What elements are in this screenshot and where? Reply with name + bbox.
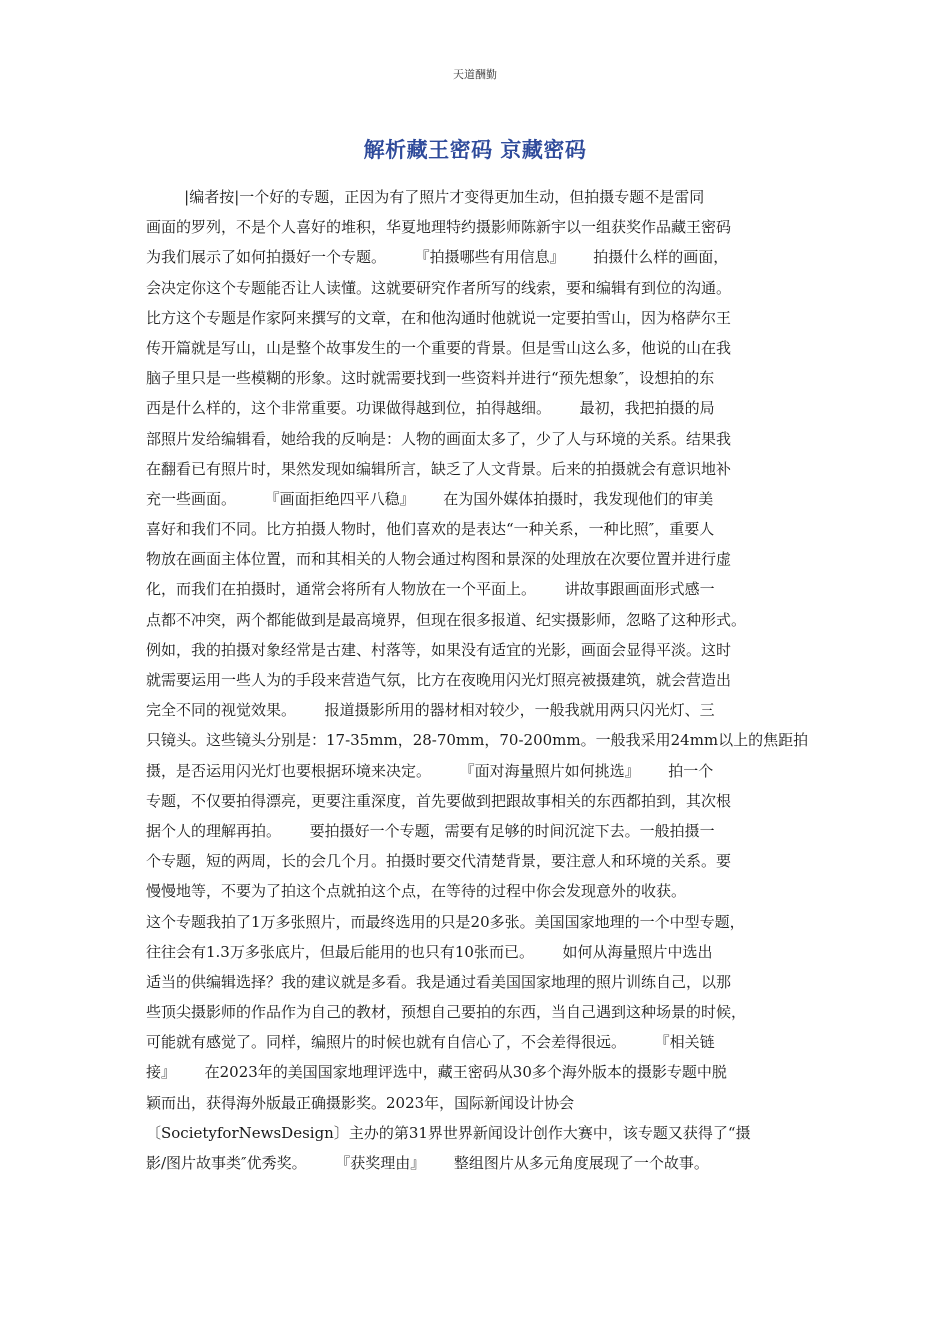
text-line: 部照片发给编辑看，她给我的反响是：人物的画面太多了，少了人与环境的关系。结果我 <box>146 429 732 448</box>
text-line: 在翻看已有照片时，果然发现如编辑所言，缺乏了人文背景。后来的拍摄就会有意识地补 <box>146 459 732 478</box>
text-line: 颖而出，获得海外版最正确摄影奖。2023年，国际新闻设计协会 <box>146 1093 575 1112</box>
text-line: 为我们展示了如何拍摄好一个专题。 『拍摄哪些有用信息』 拍摄什么样的画面， <box>146 248 729 267</box>
text-line: 脑子里只是一些模糊的形象。这时就需要找到一些资料并进行“预先想象″，设想拍的东 <box>146 369 715 388</box>
text-line: 些顶尖摄影师的作品作为自己的教材，预想自己要拍的东西，当自己遇到这种场景的时候， <box>146 1003 747 1022</box>
text-line: 画面的罗列，不是个人喜好的堆积，华夏地理特约摄影师陈新宇以一组获奖作品藏王密码 <box>146 218 732 237</box>
text-line: 〔SocietyforNewsDesign〕主办的第31界世界新闻设计创作大赛中，该专题又获得了“摄 <box>146 1123 751 1142</box>
text-line: 接』 在2023年的美国国家地理评选中，藏王密码从30多个海外版本的摄影专题中脱 <box>146 1063 727 1082</box>
text-line: |编者按|一个好的专题，正因为有了照片才变得更加生动，但拍摄专题不是雷同 <box>146 188 705 206</box>
text-line: 喜好和我们不同。比方拍摄人物时，他们喜欢的是表达“一种关系，一种比照″，重要人 <box>146 520 715 539</box>
text-line: 就需要运用一些人为的手段来营造气氛，比方在夜晚用闪光灯照亮被摄建筑，就会营造出 <box>146 671 732 689</box>
text-line: 完全不同的视觉效果。 报道摄影所用的器材相对较少，一般我就用两只闪光灯、三 <box>146 701 715 720</box>
text-line: 比方这个专题是作家阿来撰写的文章，在和他沟通时他就说一定要拍雪山，因为格萨尔王 <box>146 308 732 327</box>
page-header: 天道酬勤 <box>453 68 497 81</box>
text-line: 个专题，短的两周，长的会几个月。拍摄时要交代清楚背景，要注意人和环境的关系。要 <box>146 852 732 871</box>
text-line: 适当的供编辑选择？我的建议就是多看。我是通过看美国国家地理的照片训练自己，以那 <box>146 972 732 991</box>
text-line: 会决定你这个专题能否让人读懂。这就要研究作者所写的线索，要和编辑有到位的沟通。 <box>146 278 732 297</box>
text-line: 专题，不仅要拍得漂亮，更要注重深度，首先要做到把跟故事相关的东西都拍到，其次根 <box>146 791 732 810</box>
text-line: 化，而我们在拍摄时，通常会将所有人物放在一个平面上。 讲故事跟画面形式感一 <box>146 580 715 599</box>
text-line: 点都不冲突，两个都能做到是最高境界，但现在很多报道、纪实摄影师，忽略了这种形式。 <box>146 610 747 629</box>
text-line: 往往会有1.3万多张底片，但最后能用的也只有10张而已。 如何从海量照片中选出 <box>146 942 713 961</box>
text-line: 摄，是否运用闪光灯也要根据环境来决定。 『面对海量照片如何挑选』 拍一个 <box>146 761 714 780</box>
text-line: 据个人的理解再拍。 要拍摄好一个专题，需要有足够的时间沉淀下去。一般拍摄一 <box>146 821 715 840</box>
article-body <box>146 182 812 1178</box>
text-line: 充一些画面。 『画面拒绝四平八稳』 在为国外媒体拍摄时，我发现他们的审美 <box>146 489 714 508</box>
text-line: 慢慢地等，不要为了拍这个点就拍这个点，在等待的过程中你会发现意外的收获。 <box>146 882 687 901</box>
text-line: 例如，我的拍摄对象经常是古建、村落等，如果没有适宜的光影，画面会显得平淡。这时 <box>146 640 732 659</box>
text-line: 西是什么样的，这个非常重要。功课做得越到位，拍得越细。 最初，我把拍摄的局 <box>146 399 715 418</box>
text-line: 影/图片故事类″优秀奖。 『获奖理由』 整组图片从多元角度展现了一个故事。 <box>146 1154 709 1172</box>
text-line: 传开篇就是写山，山是整个故事发生的一个重要的背景。但是雪山这么多，他说的山在我 <box>146 338 732 357</box>
text-line: 这个专题我拍了1万多张照片，而最终选用的只是20多张。美国国家地理的一个中型专题， <box>146 912 745 931</box>
article-title: 解析藏王密码 京藏密码 <box>363 138 587 162</box>
text-line: 只镜头。这些镜头分别是：17-35mm，28-70mm，70-200mm。一般我采用24mm以上的焦距拍 <box>146 731 809 750</box>
text-line: 物放在画面主体位置，而和其相关的人物会通过构图和景深的处理放在次要位置并进行虚 <box>146 550 732 569</box>
text-line: 可能就有感觉了。同样，编照片的时候也就有自信心了，不会差得很远。 『相关链 <box>146 1033 715 1052</box>
